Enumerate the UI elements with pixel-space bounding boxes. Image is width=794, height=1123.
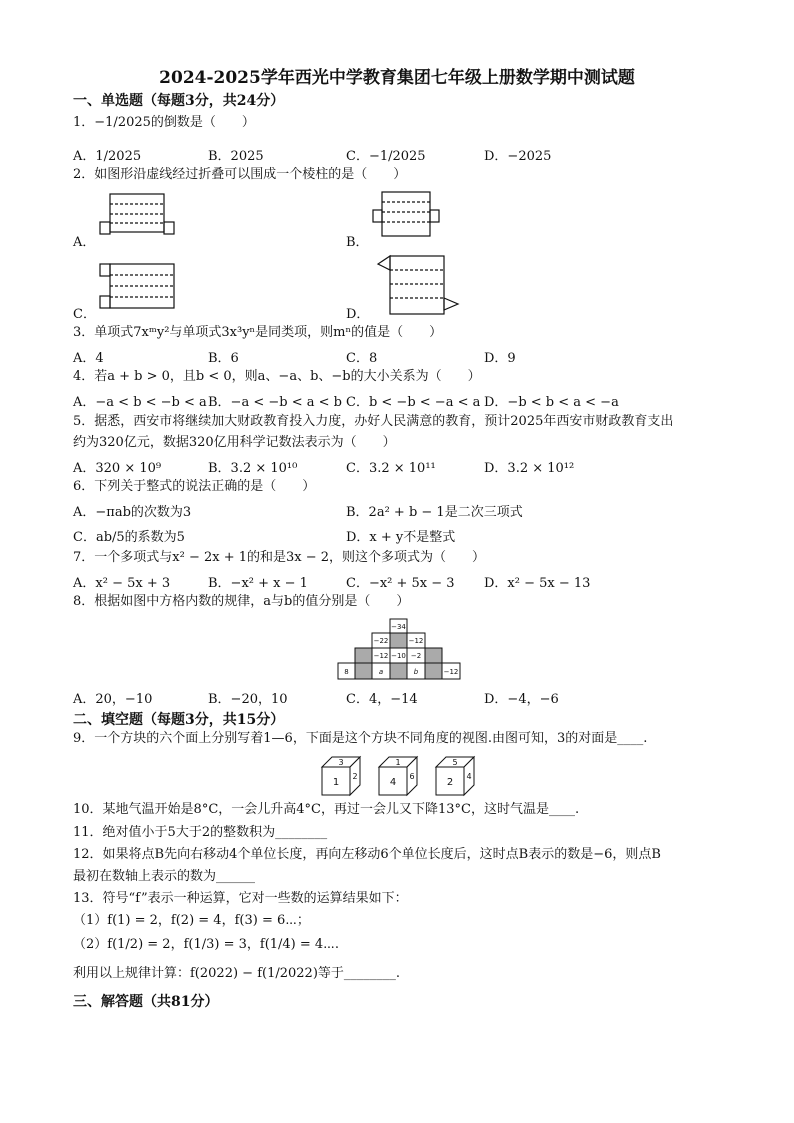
section-heading-fill-blank: 二、填空题（每题3分，共15分） [73,712,285,728]
question-7-option-d: D．x² − 5x − 13 [484,576,591,591]
cube-views-figure [318,753,484,799]
cube-2-top-label: 1 [395,758,401,767]
question-1-option-c: C．−1/2025 [346,149,426,164]
section-heading-single-choice: 一、单选题（每题3分，共24分） [73,93,285,109]
question-6-option-a: A．−πab的次数为3 [73,505,192,520]
pyramid-cell-b: b [413,668,419,676]
question-8-option-b: B．−20，10 [208,692,288,707]
pyramid-cell-r3b: −10 [391,652,406,660]
question-1-option-d: D．−2025 [484,149,552,164]
question-5-option-b: B．3.2 × 10¹⁰ [208,461,298,476]
pyramid-cell-top: −34 [391,623,406,631]
section-heading-solutions: 三、解答题（共81分） [73,994,219,1010]
cube-1-top-label: 3 [338,758,344,767]
question-10-stem: 10．某地气温开始是8°C，一会儿升高4°C，再过一会儿又下降13°C，这时气温是____. [73,802,580,817]
question-4-option-b: B．−a < −b < a < b [208,395,342,410]
question-3-option-b: B．6 [208,351,239,366]
cube-3-side-label: 4 [466,772,472,781]
question-2-stem: 2．如图形沿虚线经过折叠可以围成一个棱柱的是（ ） [73,167,407,182]
question-8-stem: 8．根据如图中方格内数的规律，a与b的值分别是（ ） [73,594,410,609]
pyramid-cell-r2a: −22 [373,637,389,645]
question-9-stem: 9．一个方块的六个面上分别写着1—6，下面是这个方块不同角度的视图.由图可知，3的对面是____. [73,731,648,746]
question-13-rule-2: （2）f(1/2) = 2，f(1/3) = 3，f(1/4) = 4⋯. [73,937,340,952]
question-4-option-c: C．b < −b < −a < a [346,395,481,410]
question-2-option-c: C． [73,307,96,322]
cube-1-side-label: 2 [352,772,358,781]
question-1-stem: 1．−1/2025的倒数是（ ） [73,115,255,130]
question-7-option-a: A．x² − 5x + 3 [73,576,171,591]
pyramid-cell-r4a: 8 [344,668,349,676]
question-13-rule-1: （1）f(1) = 2，f(2) = 4，f(3) = 6⋯； [73,913,310,928]
question-6-option-b: B．2a² + b − 1是二次三项式 [346,505,523,520]
pyramid-cell-r2b: −12 [408,637,424,645]
question-5-option-d: D．3.2 × 10¹² [484,461,575,476]
pyramid-cell-a: a [378,668,384,676]
number-pyramid-figure [336,617,462,683]
question-2-option-b: B． [346,235,369,250]
question-7-option-b: B．−x² + x − 1 [208,576,308,591]
question-3-option-c: C．8 [346,351,378,366]
question-8-option-c: C．4，−14 [346,692,418,707]
cube-1-front-label: 1 [332,777,340,788]
question-5-option-c: C．3.2 × 10¹¹ [346,461,436,476]
cube-3-top-label: 5 [452,758,458,767]
question-2-option-d: D． [346,307,370,322]
question-7-stem: 7．一个多项式与x² − 2x + 1的和是3x − 2，则这个多项式为（ ） [73,550,486,565]
question-11-stem: 11．绝对值小于5大于2的整数积为________ [73,825,328,840]
question-13-stem: 13．符号“f”表示一种运算，它对一些数的运算结果如下： [73,891,408,906]
pyramid-cell-r4d: −12 [443,668,459,676]
question-3-option-d: D．9 [484,351,516,366]
question-4-stem: 4．若a + b > 0，且b < 0，则a、−a、b、−b的大小关系为（ ） [73,369,481,384]
question-5-option-a: A．320 × 10⁹ [73,461,162,476]
question-6-option-d: D．x + y不是整式 [346,530,456,545]
pyramid-cell-r3c: −2 [410,652,422,660]
cube-2-front-label: 4 [389,777,397,788]
question-7-option-c: C．−x² + 5x − 3 [346,576,455,591]
question-4-option-a: A．−a < b < −b < a [73,395,207,410]
page-title: 2024-2025学年西光中学教育集团七年级上册数学期中测试题 [159,68,635,88]
cube-3-front-label: 2 [446,777,454,788]
net-figure-d [374,252,466,318]
pyramid-cell-r3a: −12 [373,652,389,660]
question-8-option-a: A．20，−10 [73,692,153,707]
question-3-option-a: A．4 [73,351,104,366]
net-figure-a [96,192,186,244]
cube-2-side-label: 6 [409,772,415,781]
question-6-option-c: C．ab/5的系数为5 [73,530,185,545]
question-12-stem-line1: 12．如果将点B先向右移动4个单位长度，再向左移动6个单位长度后，这时点B表示的数是−6，则点B [73,847,661,862]
question-8-option-d: D．−4，−6 [484,692,559,707]
question-5-stem-line2: 约为320亿元，数据320亿用科学记数法表示为（ ） [73,435,396,450]
question-13-ask: 利用以上规律计算：f(2022) − f(1/2022)等于________. [73,966,401,981]
question-3-stem: 3．单项式7xᵐy²与单项式3x³yⁿ是同类项，则mⁿ的值是（ ） [73,325,443,340]
question-1-option-b: B．2025 [208,149,264,164]
question-4-option-d: D．−b < b < a < −a [484,395,619,410]
net-figure-c [96,260,186,316]
net-figure-b [370,190,450,242]
question-1-option-a: A．1/2025 [73,149,142,164]
question-5-stem-line1: 5．据悉，西安市将继续加大财政教育投入力度，办好人民满意的教育，预计2025年西安市财政教育支出 [73,414,674,429]
question-12-stem-line2: 最初在数轴上表示的数为______ [73,869,256,884]
question-6-stem: 6．下列关于整式的说法正确的是（ ） [73,479,316,494]
question-2-option-a: A． [73,235,96,250]
